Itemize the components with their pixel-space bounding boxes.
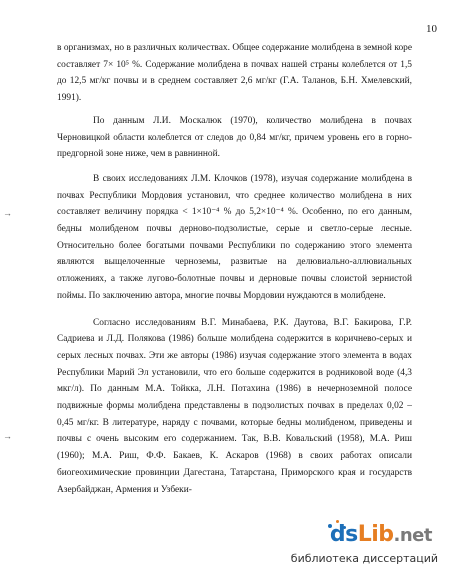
paragraph: Согласно исследованиям В.Г. Минабаева, Р.К. Даутова, В.Г. Бакирова, Г.Р. Садриева и Л.Д. Полякова (1986) больше молибдена содержится в коричнево-серых и серых лесных почвах. Эти же авторы (1986) изучая содержание этого элемента в водах Республики Марий Эл установили, что его больше содержится в родниковой воде (4,3 мкг/л). По данным М.А. Тойкка, Л.Н. Потахина (1986) в нечерноземной полосе подвижные формы молибдена представлены в подзолистых почвах в пределах 0,02 – 0,45 мг/кг. В литературе, наряду с почвами, которые бедны молибденом, приведены и почвы с очень высоким его содержанием. Так, В.В. Ковальский (1958), М.А. Риш (1960); М.А. Риш, Ф.Ф. Бакаев, К. Аскаров (1968) в своих работах описали биогеохимические провинции Дагестана, Татарстана, Приморского края и государств Азербайджан, Армения и Узбеки- <box>57 317 412 495</box>
dslib-logo <box>320 520 438 550</box>
paragraph: в организмах, но в различных количествах. Общее содержание молибдена в земной коре составляет 7× 10⁵ %. Содержание молибдена в почвах нашей страны колеблется от 1,5 до 12,5 мг/кг почвы и в среднем составляет 2,6 мг/кг (Г.А. Таланов, Б.Н. Хмелевский, 1991). <box>57 43 412 104</box>
brand-ds: ds <box>329 522 358 547</box>
margin-arrow-mark: → <box>3 431 12 441</box>
document-body <box>57 40 412 498</box>
dslib-logo-text <box>330 522 432 547</box>
paragraph: По данным Л.И. Москалюк (1970), количество молибдена в почвах Черновицкой области колеблется от следов до 0,84 мг/кг, причем уровень его в горно-предгорной зоне ниже, чем в равнинной. <box>57 115 412 160</box>
page-number: 10 <box>426 23 437 35</box>
margin-arrow-mark: → <box>3 208 12 218</box>
brand-net: .net <box>393 525 432 546</box>
dslib-subtitle: библиотека диссертаций <box>290 552 438 565</box>
brand-lib: Lib <box>357 522 394 547</box>
paragraph: В своих исследованиях Л.М. Клочков (1978), изучая содержание молибдена в почвах Республики Мордовия установил, что среднее количество молибдена в них составляет величину порядка < 1×10⁻⁴ % до 5,2×10⁻⁴ %. Особенно, по его данным, бедны молибденом почвы дерново-подзолистые, серые и светло-серые лесные. Относительно более богатыми почвами Республики по содержанию этого элемента являются выщелоченные черноземы, развитые на делювиально-аллювиальных отложениях, а также лугово-болотные почвы и дерновые почвы слоистой зернистой поймы. По заключению автора, многие почвы Мордовии нуждаются в молибдене. <box>57 173 412 301</box>
dslib-watermark[interactable] <box>290 520 438 572</box>
